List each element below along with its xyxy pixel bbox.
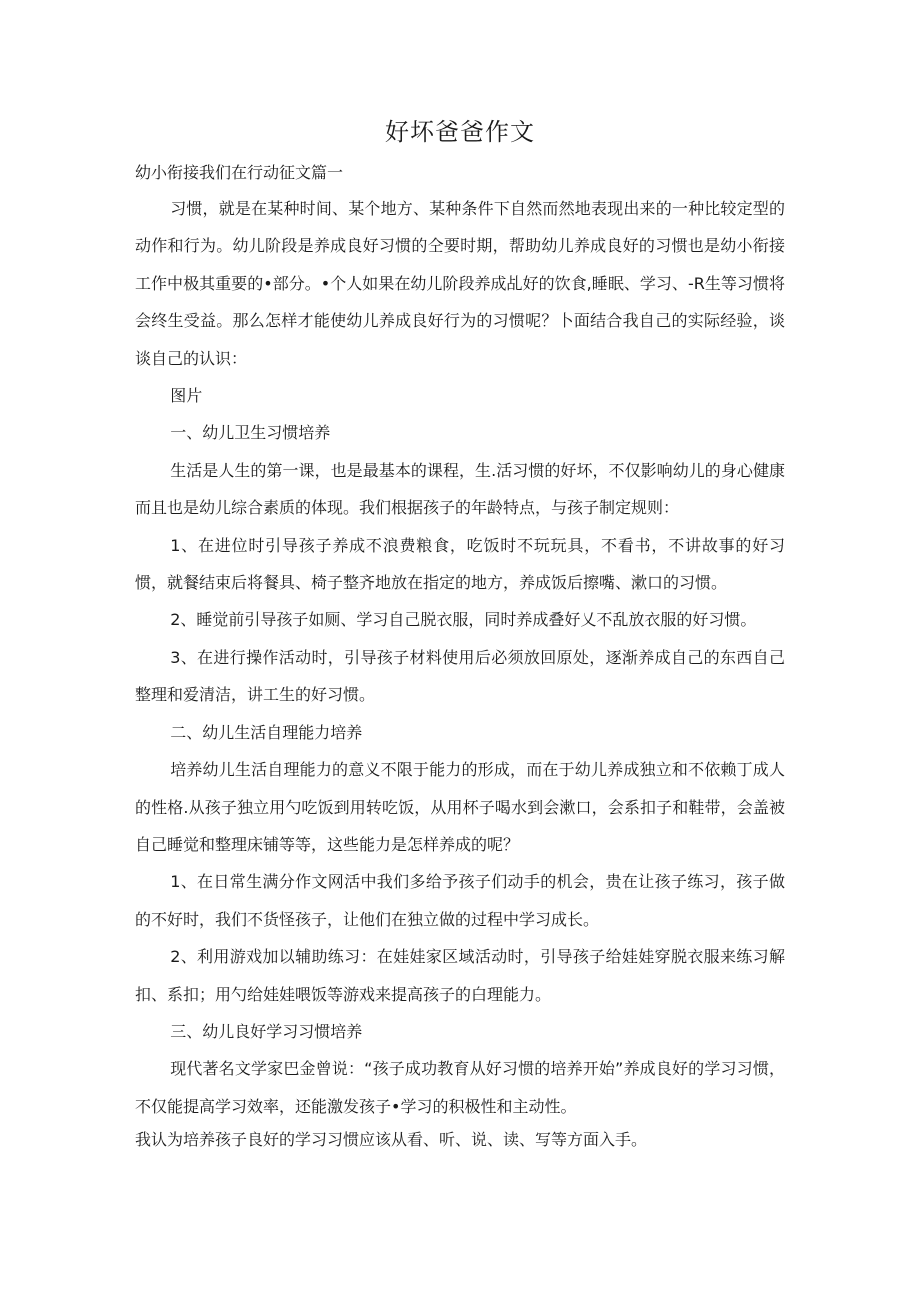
paragraph-hygiene-intro: 生活是人生的第一课，也是最基本的课程，生.活习惯的好坏，不仅影响幼儿的身心健康而且也是幼儿综合素质的体现。我们根据孩子的年龄特点，与孩子制定规则：: [135, 460, 785, 518]
section-heading-hygiene: 一、幼儿卫生习惯培养: [170, 423, 331, 443]
paragraph-intro: 习惯，就是在某种时间、某个地方、某种条件下自然而然地表现出来的一种比较定型的动作和行为。幼儿阶段是养成良好习惯的仝要时期，帮助幼儿养成良好的习惯也是幼小衔接工作中极其重要的•部分。•个人如果在幼儿阶段养成乩好的饮食,睡眠、学习、-R生等习惯将会终生受益。那么怎样才能使幼儿养成良好行为的习惯呢？卜面结合我自己的实际经验，谈谈自己的认识：: [135, 199, 785, 368]
paragraph-self-care-item-1: 1、在日常生满分作文网活中我们多给予孩子们动手的机会，贵在让孩子练习，孩子做的不好时，我们不货怪孩子，让他们在独立做的过程中学习成长。: [135, 872, 785, 929]
document-body: [135, 190, 785, 1159]
paragraph-study-quote: 现代著名文学家巴金曾说：“孩子成功教育从好习惯的培养开始”养成良好的学习习惯，不仅能提高学习效率，还能激发孩子•学习的积极性和主动性。: [135, 1059, 785, 1116]
paragraph-self-care-intro: 培养幼儿生活自理能力的意义不限于能力的形成，而在于幼儿养成独立和不依赖丁成人的性格.从孩子独立用勺吃饭到用转吃饭，从用杯子喝水到会漱口，会系扣子和鞋带，会盖被自己睡觉和整理床铺等等，这些能力是怎样养成的呢？: [135, 760, 785, 854]
image-placeholder-label: 图片: [170, 386, 203, 406]
document-subtitle: 幼小衔接我们在行动征文篇一: [135, 163, 344, 182]
paragraph-study-closing: 我认为培养孩子良好的学习习惯应该从看、听、说、读、写等方面入手。: [135, 1130, 648, 1150]
paragraph-hygiene-item-1: 1、在进位时引导孩子养成不浪费粮食，吃饭时不玩玩具，不看书，不讲故事的好习惯，就餐结束后将餐具、椅子整齐地放在指定的地方，养成饭后擦嘴、漱口的习惯。: [135, 535, 785, 593]
section-heading-self-care: 二、幼儿生活自理能力培养: [170, 722, 363, 742]
paragraph-hygiene-item-2: 2、睡觉前引导孩子如厕、学习自己脱衣服，同时养成叠好乂不乱放衣服的好习惯。: [170, 610, 757, 630]
document-title: 好坏爸爸作文: [385, 118, 535, 146]
paragraph-self-care-item-2: 2、利用游戏加以辅助练习：在娃娃家区域活动时，引导孩子给娃娃穿脱衣服来练习解扣、系扣；用勺给娃娃喂饭等游戏来提高孩子的白理能力。: [135, 947, 785, 1004]
section-heading-study: 三、幼儿良好学习习惯培养: [170, 1021, 363, 1041]
paragraph-hygiene-item-3: 3、在进行操作活动时，引导孩子材料使用后必须放回原处，逐渐养成自己的东西自己整理和爱清洁，讲工生的好习惯。: [135, 647, 785, 705]
